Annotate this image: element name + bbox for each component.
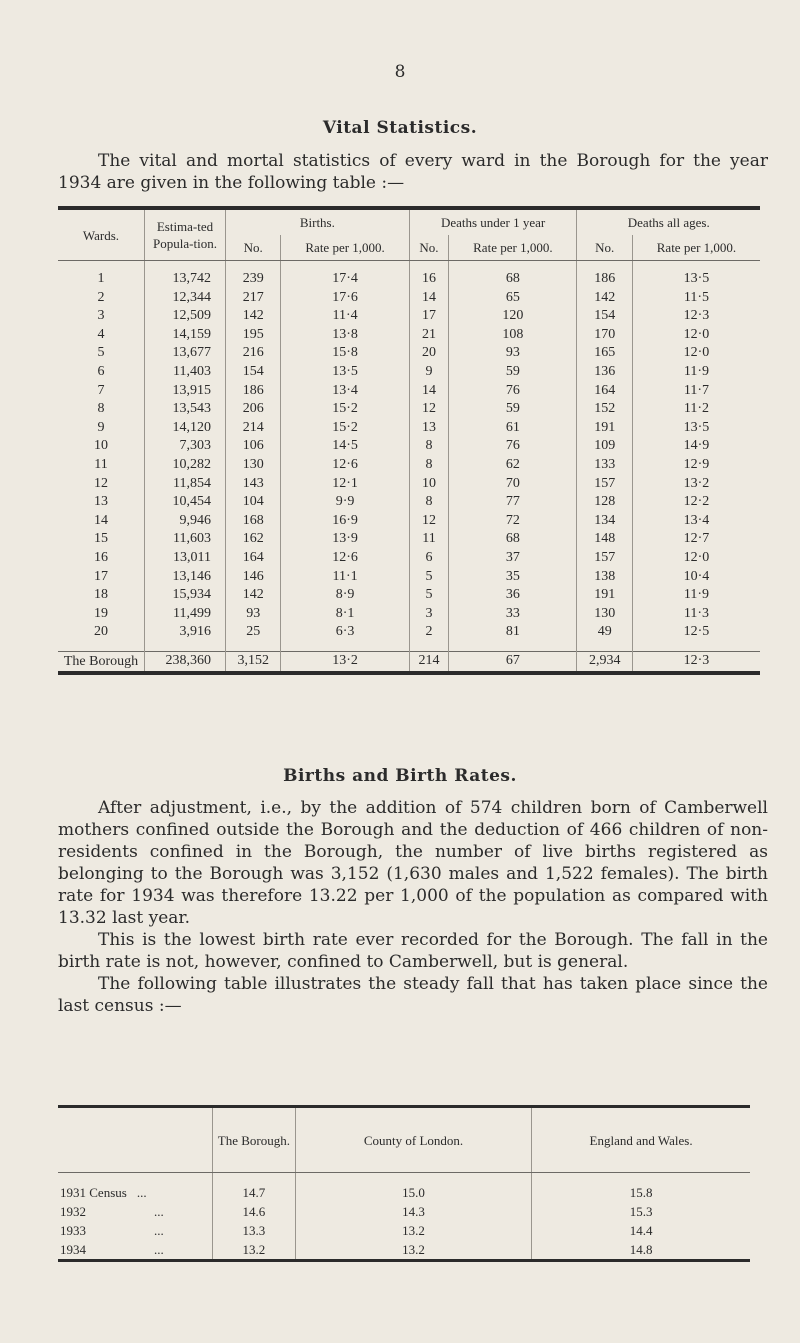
da-no-cell: 191 — [577, 419, 632, 438]
total-d1-no-cell: 214 — [409, 651, 449, 673]
d1-no-cell: 12 — [409, 512, 449, 531]
table-row — [58, 586, 760, 605]
d1-no-cell: 8 — [409, 493, 449, 512]
births-rate-cell: 17·4 — [281, 270, 409, 289]
da-no-cell: 128 — [577, 493, 632, 512]
total-ward-cell: The Borough — [58, 651, 145, 673]
header-d1-rate: Rate per 1,000. — [449, 235, 577, 261]
ward-cell: 6 — [97, 363, 105, 379]
ward-cell: 9 — [97, 419, 105, 435]
da-rate-cell: 12·7 — [632, 530, 760, 549]
vital-statistics-title: Vital Statistics. — [322, 118, 478, 138]
births-rate-cell: 15·2 — [281, 419, 409, 438]
d1-no-cell: 11 — [409, 530, 449, 549]
borough-rate-cell: 14.6 — [213, 1202, 296, 1221]
table-row — [58, 363, 760, 382]
table-row — [58, 344, 760, 363]
year-cell — [58, 1202, 213, 1221]
da-rate-cell: 12·2 — [632, 493, 760, 512]
total-row — [58, 651, 760, 673]
england-rate-cell: 15.8 — [532, 1183, 750, 1202]
pop-cell: 13,146 — [145, 568, 226, 587]
table-row — [58, 1221, 750, 1240]
d1-no-cell: 17 — [409, 307, 449, 326]
header-deaths-all-ages: Deaths all ages. — [577, 208, 760, 235]
header-year — [58, 1107, 213, 1173]
d1-rate-cell: 33 — [449, 605, 577, 624]
births-paragraph-3: The following table illustrates the steady fall that has taken place since the last census :— — [58, 974, 768, 1016]
header-county: County of London. — [295, 1107, 531, 1173]
d1-rate-cell: 70 — [449, 475, 577, 494]
births-no-cell: 217 — [226, 289, 281, 308]
table-row — [58, 400, 760, 419]
d1-no-cell: 14 — [409, 382, 449, 401]
table-row — [58, 326, 760, 345]
year-label: 1933 — [60, 1222, 86, 1238]
d1-rate-cell: 65 — [449, 289, 577, 308]
da-no-cell: 130 — [577, 605, 632, 624]
d1-rate-cell: 76 — [449, 382, 577, 401]
pop-cell: 10,454 — [145, 493, 226, 512]
da-rate-cell: 14·9 — [632, 437, 760, 456]
ward-cell: 12 — [94, 475, 108, 491]
births-rate-cell: 14·5 — [281, 437, 409, 456]
ward-cell: 4 — [97, 326, 105, 342]
da-no-cell: 136 — [577, 363, 632, 382]
ward-cell: 20 — [94, 624, 108, 640]
year-dots: ... — [154, 1203, 164, 1219]
da-rate-cell: 12·0 — [632, 549, 760, 568]
table-row — [58, 1202, 750, 1221]
pop-cell: 14,120 — [145, 419, 226, 438]
births-rate-cell: 13·4 — [281, 382, 409, 401]
da-rate-cell: 13·4 — [632, 512, 760, 531]
births-rate-cell: 13·5 — [281, 363, 409, 382]
intro-text: The vital and mortal statistics of every ward in the Borough for the year 1934 are given in the following table :— — [58, 151, 768, 193]
pop-cell: 12,509 — [145, 307, 226, 326]
table-row — [58, 270, 760, 289]
da-no-cell: 142 — [577, 289, 632, 308]
pop-cell: 13,915 — [145, 382, 226, 401]
pop-cell: 3,916 — [145, 623, 226, 642]
births-rate-cell: 11·4 — [281, 307, 409, 326]
year-dots: ... — [136, 1184, 147, 1200]
header-deaths-under-1: Deaths under 1 year — [409, 208, 577, 235]
total-da-rate-cell: 12·3 — [632, 651, 760, 673]
header-borough: The Borough. — [213, 1107, 296, 1173]
county-rate-cell: 13.2 — [295, 1221, 531, 1240]
ward-cell: 14 — [94, 512, 108, 528]
year-cell — [58, 1240, 213, 1261]
pop-cell: 11,603 — [145, 530, 226, 549]
d1-no-cell: 10 — [409, 475, 449, 494]
borough-rate-cell: 13.3 — [213, 1221, 296, 1240]
pop-cell: 15,934 — [145, 586, 226, 605]
d1-rate-cell: 59 — [449, 363, 577, 382]
d1-rate-cell: 108 — [449, 326, 577, 345]
births-no-cell: 216 — [226, 344, 281, 363]
births-rate-cell: 8·9 — [281, 586, 409, 605]
d1-no-cell: 20 — [409, 344, 449, 363]
total-births-rate-cell: 13·2 — [281, 651, 409, 673]
pop-cell: 11,854 — [145, 475, 226, 494]
ward-cell: 13 — [94, 494, 108, 510]
table-row — [58, 530, 760, 549]
header-births: Births. — [226, 208, 410, 235]
births-no-cell: 106 — [226, 437, 281, 456]
da-rate-cell: 11·9 — [632, 363, 760, 382]
d1-no-cell: 8 — [409, 456, 449, 475]
da-rate-cell: 13·5 — [632, 270, 760, 289]
table-row — [58, 623, 760, 642]
d1-rate-cell: 35 — [449, 568, 577, 587]
pop-cell: 13,011 — [145, 549, 226, 568]
births-rate-cell: 15·8 — [281, 344, 409, 363]
births-no-cell: 206 — [226, 400, 281, 419]
da-no-cell: 191 — [577, 586, 632, 605]
pop-cell: 14,159 — [145, 326, 226, 345]
births-no-cell: 130 — [226, 456, 281, 475]
d1-no-cell: 14 — [409, 289, 449, 308]
births-rate-cell: 11·1 — [281, 568, 409, 587]
ward-cell: 3 — [97, 308, 105, 324]
ward-cell: 19 — [94, 605, 108, 621]
total-da-no-cell: 2,934 — [577, 651, 632, 673]
pop-cell: 9,946 — [145, 512, 226, 531]
d1-no-cell: 5 — [409, 586, 449, 605]
ward-cell: 5 — [97, 345, 105, 361]
births-no-cell: 162 — [226, 530, 281, 549]
births-no-cell: 168 — [226, 512, 281, 531]
da-no-cell: 152 — [577, 400, 632, 419]
header-population: Estima-ted Popula-tion. — [145, 208, 226, 261]
header-england: England and Wales. — [532, 1107, 750, 1173]
births-title: Births and Birth Rates. — [283, 766, 517, 786]
da-no-cell: 134 — [577, 512, 632, 531]
birth-rate-comparison-table — [58, 1105, 750, 1262]
da-rate-cell: 10·4 — [632, 568, 760, 587]
births-no-cell: 214 — [226, 419, 281, 438]
d1-no-cell: 5 — [409, 568, 449, 587]
births-no-cell: 104 — [226, 493, 281, 512]
da-rate-cell: 11·2 — [632, 400, 760, 419]
england-rate-cell: 15.3 — [532, 1202, 750, 1221]
births-no-cell: 186 — [226, 382, 281, 401]
d1-no-cell: 21 — [409, 326, 449, 345]
year-dots: ... — [154, 1222, 164, 1238]
header-births-rate: Rate per 1,000. — [281, 235, 409, 261]
da-no-cell: 148 — [577, 530, 632, 549]
ward-cell: 1 — [97, 271, 105, 286]
births-rate-cell: 9·9 — [281, 493, 409, 512]
births-no-cell: 146 — [226, 568, 281, 587]
england-rate-cell: 14.8 — [532, 1240, 750, 1261]
births-no-cell: 239 — [226, 270, 281, 289]
pop-cell: 12,344 — [145, 289, 226, 308]
da-no-cell: 138 — [577, 568, 632, 587]
d1-no-cell: 3 — [409, 605, 449, 624]
births-no-cell: 154 — [226, 363, 281, 382]
ward-cell: 11 — [94, 456, 108, 472]
da-rate-cell: 11·7 — [632, 382, 760, 401]
table-row — [58, 419, 760, 438]
table-row — [58, 307, 760, 326]
births-no-cell: 25 — [226, 623, 281, 642]
da-rate-cell: 12·0 — [632, 326, 760, 345]
d1-rate-cell: 93 — [449, 344, 577, 363]
pop-cell: 7,303 — [145, 437, 226, 456]
year-label: 1934 — [60, 1241, 86, 1257]
d1-no-cell: 6 — [409, 549, 449, 568]
pop-cell: 13,543 — [145, 400, 226, 419]
table-row — [58, 605, 760, 624]
total-pop-cell: 238,360 — [145, 651, 226, 673]
row-spacer — [58, 642, 760, 652]
ward-cell: 2 — [97, 289, 105, 305]
births-rate-cell: 13·8 — [281, 326, 409, 345]
table-row — [58, 568, 760, 587]
d1-rate-cell: 68 — [449, 270, 577, 289]
page-number: 8 — [394, 62, 406, 82]
d1-no-cell: 12 — [409, 400, 449, 419]
da-no-cell: 109 — [577, 437, 632, 456]
pop-cell: 10,282 — [145, 456, 226, 475]
ward-cell: 18 — [94, 587, 108, 603]
year-cell — [58, 1183, 213, 1202]
d1-rate-cell: 36 — [449, 586, 577, 605]
header-births-no: No. — [226, 235, 281, 261]
table-row — [58, 437, 760, 456]
births-rate-cell: 6·3 — [281, 623, 409, 642]
header-d1-no: No. — [409, 235, 449, 261]
header-da-no: No. — [577, 235, 632, 261]
births-rate-cell: 13·9 — [281, 530, 409, 549]
county-rate-cell: 14.3 — [295, 1202, 531, 1221]
pop-cell: 13,677 — [145, 344, 226, 363]
pop-cell: 11,403 — [145, 363, 226, 382]
ward-cell: 7 — [97, 382, 105, 398]
county-rate-cell: 15.0 — [295, 1183, 531, 1202]
borough-rate-cell: 13.2 — [213, 1240, 296, 1261]
header-da-rate: Rate per 1,000. — [632, 235, 760, 261]
da-rate-cell: 13·2 — [632, 475, 760, 494]
ward-cell: 16 — [94, 549, 108, 565]
da-no-cell: 186 — [577, 270, 632, 289]
table-row — [58, 1183, 750, 1202]
births-no-cell: 164 — [226, 549, 281, 568]
ward-cell: 15 — [94, 531, 108, 547]
pop-cell: 13,742 — [145, 270, 226, 289]
da-no-cell: 49 — [577, 623, 632, 642]
table-row — [58, 456, 760, 475]
header-wards: Wards. — [58, 208, 145, 261]
births-paragraph-1: After adjustment, i.e., by the addition of 574 children born of Camberwell mothers confined outside the Borough and the deduction of 466 children of non-residents confined in the Borough, the number of live births registered as belonging to the Borough was 3,152 (1,630 males and 1,522 females). The birth rate for 1934 was therefore 13.22 per 1,000 of the population as compared with 13.32 last year. — [58, 798, 768, 928]
d1-rate-cell: 61 — [449, 419, 577, 438]
da-rate-cell: 12·3 — [632, 307, 760, 326]
d1-rate-cell: 120 — [449, 307, 577, 326]
da-no-cell: 154 — [577, 307, 632, 326]
table-row — [58, 549, 760, 568]
births-no-cell: 142 — [226, 307, 281, 326]
table-row — [58, 1240, 750, 1261]
d1-no-cell: 2 — [409, 623, 449, 642]
da-rate-cell: 13·5 — [632, 419, 760, 438]
d1-rate-cell: 37 — [449, 549, 577, 568]
births-paragraph-2: This is the lowest birth rate ever recorded for the Borough. The fall in the birth rate is not, however, confined to Camberwell, but is general. — [58, 930, 768, 972]
births-rate-cell: 8·1 — [281, 605, 409, 624]
year-label: 1931 Census — [60, 1184, 127, 1200]
year-dots: ... — [154, 1241, 164, 1257]
births-rate-cell: 12·6 — [281, 549, 409, 568]
intro-paragraph — [58, 150, 768, 194]
total-births-no-cell: 3,152 — [226, 651, 281, 673]
england-rate-cell: 14.4 — [532, 1221, 750, 1240]
d1-no-cell: 8 — [409, 437, 449, 456]
d1-rate-cell: 62 — [449, 456, 577, 475]
table-row — [58, 493, 760, 512]
ward-cell: 8 — [97, 401, 105, 417]
births-no-cell: 195 — [226, 326, 281, 345]
da-rate-cell: 11·5 — [632, 289, 760, 308]
d1-rate-cell: 59 — [449, 400, 577, 419]
births-no-cell: 93 — [226, 605, 281, 624]
da-no-cell: 157 — [577, 475, 632, 494]
d1-rate-cell: 72 — [449, 512, 577, 531]
year-cell — [58, 1221, 213, 1240]
da-no-cell: 164 — [577, 382, 632, 401]
da-no-cell: 170 — [577, 326, 632, 345]
table-row — [58, 512, 760, 531]
births-no-cell: 142 — [226, 586, 281, 605]
da-rate-cell: 12·5 — [632, 623, 760, 642]
d1-rate-cell: 81 — [449, 623, 577, 642]
vital-statistics-table — [58, 206, 760, 675]
da-no-cell: 157 — [577, 549, 632, 568]
d1-no-cell: 13 — [409, 419, 449, 438]
d1-rate-cell: 68 — [449, 530, 577, 549]
births-rate-cell: 17·6 — [281, 289, 409, 308]
d1-no-cell: 16 — [409, 270, 449, 289]
table-row — [58, 382, 760, 401]
borough-rate-cell: 14.7 — [213, 1183, 296, 1202]
births-rate-cell: 16·9 — [281, 512, 409, 531]
births-rate-cell: 12·6 — [281, 456, 409, 475]
d1-rate-cell: 77 — [449, 493, 577, 512]
year-label: 1932 — [60, 1203, 86, 1219]
da-no-cell: 133 — [577, 456, 632, 475]
table-row — [58, 289, 760, 308]
d1-rate-cell: 76 — [449, 437, 577, 456]
da-no-cell: 165 — [577, 344, 632, 363]
da-rate-cell: 12·0 — [632, 344, 760, 363]
da-rate-cell: 12·9 — [632, 456, 760, 475]
pop-cell: 11,499 — [145, 605, 226, 624]
d1-no-cell: 9 — [409, 363, 449, 382]
da-rate-cell: 11·9 — [632, 586, 760, 605]
total-d1-rate-cell: 67 — [449, 651, 577, 673]
births-paragraphs — [58, 797, 768, 1017]
table-row — [58, 475, 760, 494]
ward-cell: 17 — [94, 568, 108, 584]
ward-cell: 10 — [94, 438, 108, 454]
births-rate-cell: 15·2 — [281, 400, 409, 419]
births-no-cell: 143 — [226, 475, 281, 494]
county-rate-cell: 13.2 — [295, 1240, 531, 1261]
births-rate-cell: 12·1 — [281, 475, 409, 494]
da-rate-cell: 11·3 — [632, 605, 760, 624]
